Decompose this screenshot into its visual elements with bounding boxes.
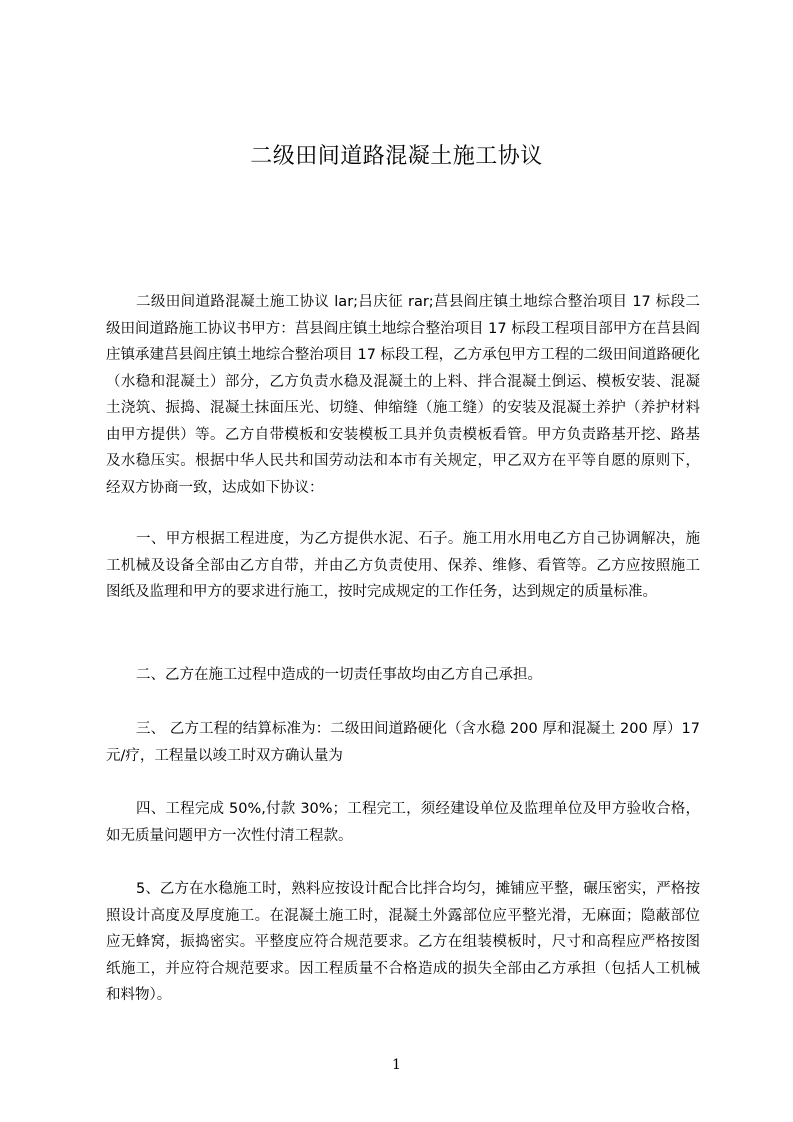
page-number: 1 [392,1057,401,1073]
document-title: 二级田间道路混凝土施工协议 [250,144,543,169]
paragraph-clause-2: 二、乙方在施工过程中造成的一切责任事故均由乙方自己承担。 [136,667,542,683]
paragraph-clause-5: 5、乙方在水稳施工时，熟料应按设计配合比拌合均匀，摊铺应平整，碾压密实，严格按照设计高度及厚度施工。在混凝土施工时，混凝土外露部位应平整光滑，无麻面；隐蔽部位应无蜂窝，振捣密实。平整度应符合规范要求。乙方在组装模板时，尺寸和高程应严格按图纸施工，并应符合规范要求。因工程质量不合格造成的损失全部由乙方承担（包括人工机械和料物）。 [106,881,700,1003]
paragraph-clause-3: 三、 乙方工程的结算标准为：二级田间道路硬化（含水稳 200 厚和混凝土 200 厚）17 元/疗，工程量以竣工时双方确认量为 [106,721,700,764]
paragraph-intro: 二级田间道路混凝土施工协议 lar;吕庆征 rar;莒县阎庄镇土地综合整治项目 17 标段二级田间道路施工协议书甲方：莒县阎庄镇土地综合整治项目 17 标段工程项目部甲方在莒县阎庄镇承建莒县阎庄镇土地综合整治项目 17 标段工程，乙方承包甲方工程的二级田间道路硬化（水稳和混凝土）部分，乙方负责水稳及混凝土的上料、拌合混凝土倒运、模板安装、混凝土浇筑、振捣、混凝土抹面压光、切缝、伸缩缝（施工缝）的安装及混凝土养护（养护材料由甲方提供）等。乙方自带模板和安装模板工具并负责模板看管。甲方负责路基开挖、路基及水稳压实。根据中华人民共和国劳动法和本市有关规定，甲乙双方在平等自愿的原则下，经双方协商一致，达成如下协议： [106,294,700,496]
paragraph-clause-1: 一、甲方根据工程进度，为乙方提供水泥、石子。施工用水用电乙方自己协调解决，施工机械及设备全部由乙方自带，并由乙方负责使用、保养、维修、看管等。乙方应按照施工图纸及监理和甲方的要求进行施工，按时完成规定的工作任务，达到规定的质量标准。 [106,531,700,600]
paragraph-clause-4: 四、工程完成 50%,付款 30%；工程完工，须经建设单位及监理单位及甲方验收合格，如无质量问题甲方一次性付清工程款。 [106,801,700,844]
